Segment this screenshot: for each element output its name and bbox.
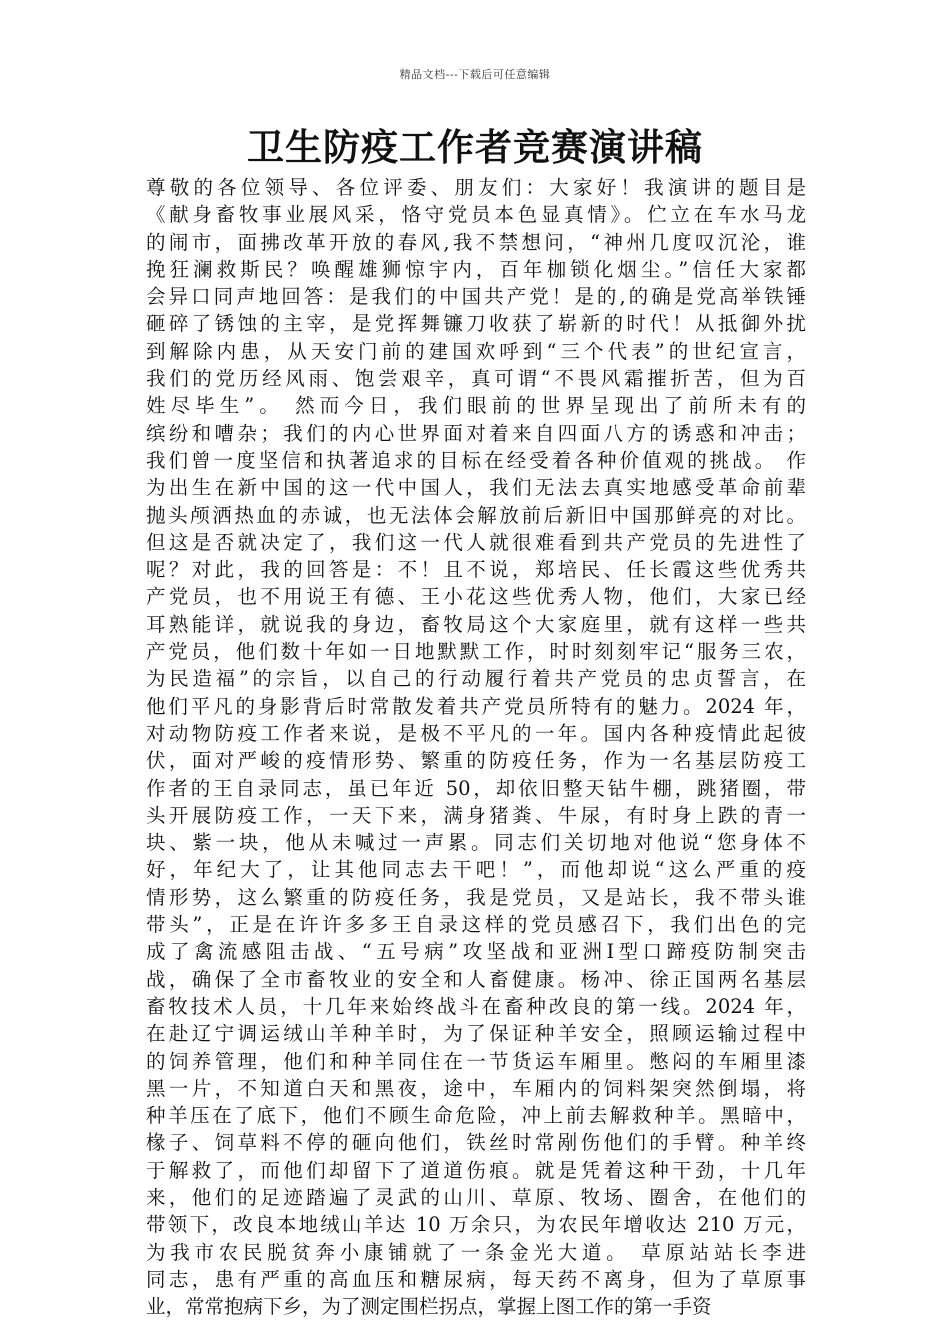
- body-line: 为民造福”的宗旨，以自己的行动履行着共产党员的忠贞誓言，在: [146, 667, 806, 691]
- body-line: 成了禽流感阻击战、“五号病”攻坚战和亚洲Ⅰ型口蹄疫防制突击: [146, 940, 806, 964]
- body-line: 作者的王自录同志，虽已年近 50，却依旧整天钻牛棚，跳猪圈，带: [146, 776, 806, 800]
- body-line: 耳熟能详，就说我的身边，畜牧局这个大家庭里，就有这样一些共: [146, 612, 806, 636]
- body-line: 的闹市，面拂改革开放的春风,我不禁想问，“神州几度叹沉沦，谁: [146, 230, 806, 254]
- body-line: 为我市农民脱贫奔小康铺就了一条金光大道。 草原站站长李进: [146, 1240, 806, 1264]
- body-line: 头开展防疫工作，一天下来，满身猪粪、牛尿，有时身上跌的青一: [146, 803, 806, 827]
- body-line: 块、紫一块，他从未喊过一声累。同志们关切地对他说“您身体不: [146, 831, 806, 855]
- body-line: 畜牧技术人员，十几年来始终战斗在畜种改良的第一线。2024 年，: [146, 994, 806, 1018]
- body-line: 姓尽毕生”。 然而今日，我们眼前的世界呈现出了前所未有的: [146, 394, 806, 418]
- body-line: 同志，患有严重的高血压和糖尿病，每天药不离身，但为了草原事: [146, 1267, 806, 1291]
- body-line: 到解除内患，从天安门前的建国欢呼到“三个代表”的世纪宣言，: [146, 339, 806, 363]
- body-line: 的饲养管理，他们和种羊同住在一节货运车厢里。憋闷的车厢里漆: [146, 1049, 806, 1073]
- body-line: 黑一片，不知道白天和黑夜，途中，车厢内的饲料架突然倒塌，将: [146, 1076, 806, 1100]
- body-line: 产党员，也不用说王有德、王小花这些优秀人物，他们，大家已经: [146, 585, 806, 609]
- body-line: 《献身畜牧事业展风采，恪守党员本色显真情》。伫立在车水马龙: [146, 203, 806, 227]
- body-line: 他们平凡的身影背后时常散发着共产党员所特有的魅力。2024 年，: [146, 694, 806, 718]
- body-line: 产党员，他们数十年如一日地默默工作，时时刻刻牢记“服务三农，: [146, 640, 806, 664]
- body-line: 缤纷和嘈杂；我们的内心世界面对着来自四面八方的诱惑和冲击；: [146, 421, 806, 445]
- speech-body: [146, 174, 806, 1320]
- body-line: 来，他们的足迹踏遍了灵武的山川、草原、牧场、圈舍，在他们的: [146, 1185, 806, 1209]
- body-line: 我们曾一度坚信和执著追求的目标在经受着各种价值观的挑战。 作: [146, 448, 806, 472]
- body-line: 带头”，正是在许许多多王自录这样的党员感召下，我们出色的完: [146, 913, 806, 937]
- body-line: 呢？对此，我的回答是：不！且不说，郑培民、任长霞这些优秀共: [146, 558, 806, 582]
- body-line: 椽子、饲草料不停的砸向他们，铁丝时常剐伤他们的手臂。种羊终: [146, 1131, 806, 1155]
- body-line: 带领下，改良本地绒山羊达 10 万余只，为农民年增收达 210 万元，: [146, 1213, 806, 1237]
- body-line: 种羊压在了底下，他们不顾生命危险，冲上前去解救种羊。黑暗中，: [146, 1104, 806, 1128]
- body-line: 为出生在新中国的这一代中国人，我们无法去真实地感受革命前辈: [146, 476, 806, 500]
- body-line: 砸碎了锈蚀的主宰，是党挥舞镰刀收获了崭新的时代！从抵御外扰: [146, 312, 806, 336]
- body-line: 于解救了，而他们却留下了道道伤痕。就是凭着这种干劲，十几年: [146, 1158, 806, 1182]
- body-line: 但这是否就决定了，我们这一代人就很难看到共产党员的先进性了: [146, 530, 806, 554]
- body-line: 情形势，这么繁重的防疫任务，我是党员，又是站长，我不带头谁: [146, 885, 806, 909]
- body-line: 在赴辽宁调运绒山羊种羊时，为了保证种羊安全，照顾运输过程中: [146, 1022, 806, 1046]
- body-line: 挽狂澜救斯民？唤醒雄狮惊宇内，百年枷锁化烟尘。”信任大家都: [146, 257, 806, 281]
- body-line: 尊敬的各位领导、各位评委、朋友们：大家好！我演讲的题目是: [146, 176, 806, 199]
- body-line: 战，确保了全市畜牧业的安全和人畜健康。杨冲、徐正国两名基层: [146, 967, 806, 991]
- body-line: 抛头颅洒热血的赤诚，也无法体会解放前后新旧中国那鲜亮的对比。: [146, 503, 806, 527]
- body-line: 伏，面对严峻的疫情形势、繁重的防疫任务，作为一名基层防疫工: [146, 749, 806, 773]
- document-title: 卫生防疫工作者竞赛演讲稿: [247, 126, 703, 169]
- body-line: 业，常常抱病下乡，为了测定围栏拐点，掌握上图工作的第一手资: [146, 1295, 712, 1319]
- header-note: 精品文档---下载后可任意编辑: [399, 68, 551, 81]
- body-line: 好，年纪大了，让其他同志去干吧！”，而他却说“这么严重的疫: [146, 858, 806, 882]
- body-line: 我们的党历经风雨、饱尝艰辛，真可谓“不畏风霜摧折苦，但为百: [146, 367, 806, 391]
- body-line: 对动物防疫工作者来说，是极不平凡的一年。国内各种疫情此起彼: [146, 721, 806, 745]
- body-line: 会异口同声地回答：是我们的中国共产党！是的,的确是党高举铁锤: [146, 285, 806, 309]
